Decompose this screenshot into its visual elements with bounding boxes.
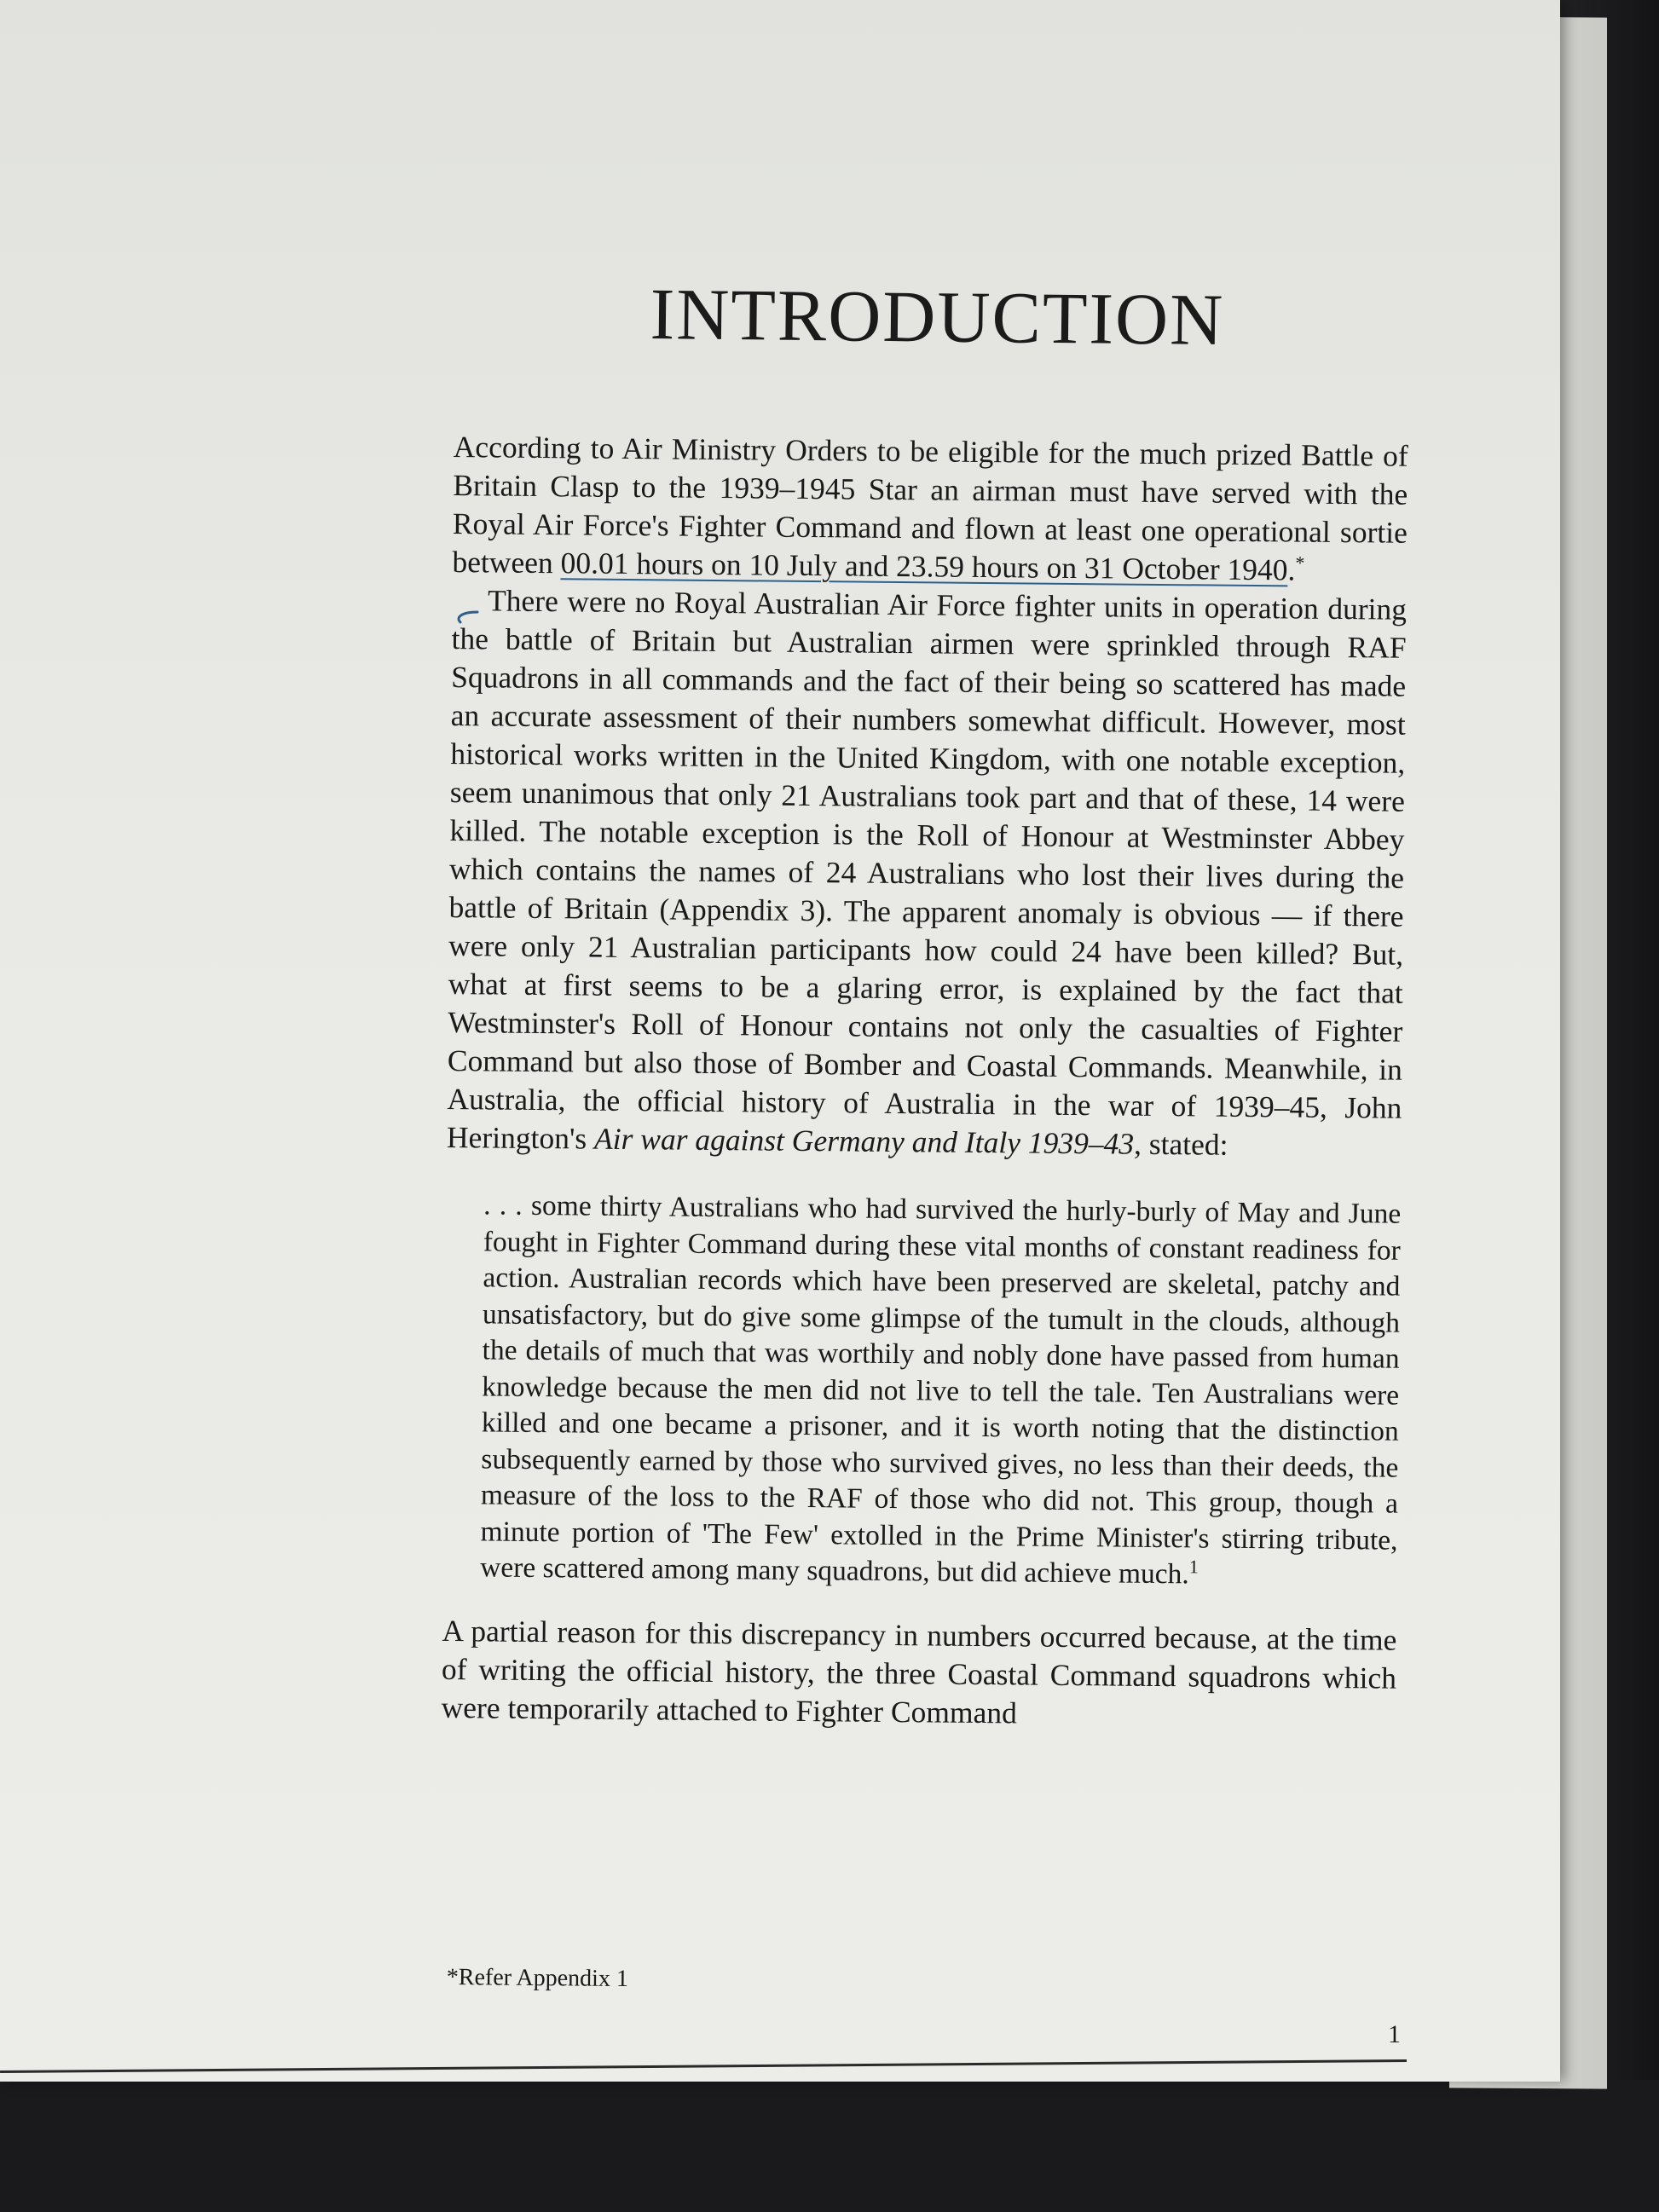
paragraph-discrepancy: A partial reason for this discrepancy in numbers occurred because, at the time of writing the official history, the three Coastal Command squadrons which were temporarily attached to Fighter Command — [441, 1613, 1397, 1730]
footnote: *Refer Appendix 1 — [446, 1964, 629, 1993]
book-title-italic: Air war against Germany and Italy 1939–43 — [593, 1121, 1135, 1161]
page-title: INTRODUCTION — [650, 273, 1225, 361]
paragraph-australian-airmen-text: There were no Royal Australian Air Force fighter units in operation during the battle of Britain but Australian airmen were sprinkled through RAF Squadrons in all commands and the fact of their being so scattered has made an accurate assessment of their numbers somewhat difficult. However, most historical works written in the United Kingdom, with one notable exception, seem unanimous that only 21 Australians took part and that of these, 14 were killed. The notable exception is the Roll of Honour at Westminster Abbey which contains the names of 24 Australians who lost their lives during the battle of Britain (Appendix 3). The apparent anomaly is obvious — if there were only 21 Australian participants how could 24 have been killed? But, what at first seems to be a glaring error, is explained by the fact that Westminster's Roll of Honour contains not only the casualties of Fighter Command but also those of Bomber and Coastal Commands. Meanwhile, in Australia, the official history of Australia in the war of 1939–45, John Herington's — [446, 583, 1408, 1156]
paragraph-eligibility-text: According to Air Ministry Orders to be eligible for the much prized Battle of Britain Clasp to the 1939–1945 Star an airman must have served with the Royal Air Force's Fighter Command and flown at least one operational sortie between — [452, 429, 1408, 580]
paragraph-eligibility-end: . — [1287, 552, 1296, 587]
body-text — [441, 428, 1408, 1736]
footnote-marker: * — [1295, 552, 1305, 574]
block-quote-text: . . . some thirty Australians who had survived the hurly-burly of May and June fought in Fighter Command during these vital months of constant readiness for action. Australian records which have been preserved are skeletal, patchy and unsatisfactory, but do give some glimpse of the tumult in the clouds, although the details of much that was worthily and nobly done have passed from human knowledge because the men did not live to tell the tale. Ten Australians were killed and one became a prisoner, and it is worth noting that the distinction subsequently earned by those who survived gives, no less than their deeds, the measure of the loss to the RAF of those who did not. This group, though a minute portion of 'The Few' extolled in the Prime Minister's stirring tribute, were scattered among many squadrons, but did achieve much. — [479, 1189, 1402, 1591]
dark-background-bottom — [0, 2080, 1659, 2212]
underlined-date-range: 00.01 hours on 10 July and 23.59 hours on 31 October 1940 — [560, 546, 1288, 587]
page-number: 1 — [1388, 2020, 1401, 2048]
block-quote — [480, 1187, 1401, 1595]
paragraph-australian-airmen-end: , stated: — [1133, 1126, 1228, 1162]
paragraph-eligibility — [452, 428, 1408, 591]
quote-note-reference: 1 — [1188, 1556, 1199, 1578]
paragraph-australian-airmen — [447, 581, 1407, 1166]
